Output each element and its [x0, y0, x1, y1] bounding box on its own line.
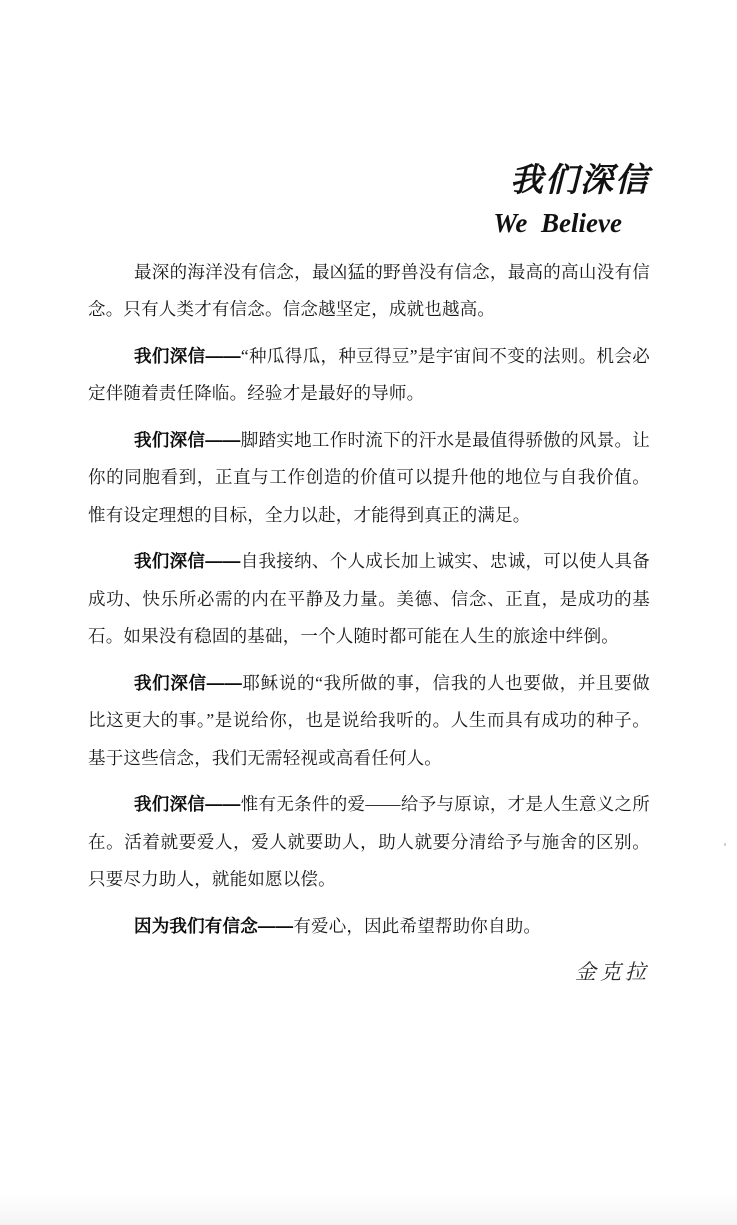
paragraph-lead: 我们深信—— — [134, 672, 243, 693]
paragraph-text: “种瓜得瓜，种豆得豆”是宇宙间不变的法则。机会必定伴随着责任降临。经验才是最好的导师。 — [88, 345, 650, 404]
paragraph-text: 最深的海洋没有信念，最凶猛的野兽没有信念，最高的高山没有信念。只有人类才有信念。信念越坚定，成就也越高。 — [88, 261, 650, 320]
paragraph-lead: 我们深信—— — [134, 429, 241, 450]
paragraph-lead: 我们深信—— — [134, 345, 241, 366]
page-title-chinese: 我们深信 — [510, 161, 650, 198]
paragraph-believe-4 — [88, 665, 650, 778]
paragraph-believe-5 — [88, 786, 650, 899]
paragraph-believe-2 — [88, 422, 650, 535]
paragraph-text: 自我接纳、个人成长加上诚实、忠诚，可以使人具备成功、快乐所必需的内在平静及力量。美德、信念、正直，是成功的基石。如果没有稳固的基础，一个人随时都可能在人生的旅途中绊倒。 — [88, 551, 650, 647]
title-block — [88, 160, 650, 239]
paragraph-believe-1 — [88, 338, 650, 413]
paragraph-text: 有爱心，因此希望帮助你自助。 — [293, 915, 542, 936]
paragraph-text: 耶稣说的“我所做的事，信我的人也要做，并且要做比这更大的事。”是说给你，也是说给我听的。人生而具有成功的种子。基于这些信念，我们无需轻视或高看任何人。 — [88, 672, 650, 768]
paragraph-text: 脚踏实地工作时流下的汗水是最值得骄傲的风景。让你的同胞看到，正直与工作创造的价值可以提升他的地位与自我价值。惟有设定理想的目标，全力以赴，才能得到真正的满足。 — [88, 429, 650, 525]
paragraph-closing — [88, 908, 650, 946]
book-page — [0, 160, 737, 1225]
paragraph-lead: 我们深信—— — [134, 551, 241, 572]
author-signature: 金克拉 — [575, 960, 650, 985]
scan-artifact-dot — [724, 843, 726, 846]
page-title-english: We Believe — [493, 207, 622, 238]
paragraph-lead: 我们深信—— — [134, 794, 241, 815]
paragraph-believe-3 — [88, 543, 650, 656]
body-text — [88, 254, 650, 946]
paragraph-text: 惟有无条件的爱——给予与原谅，才是人生意义之所在。活着就要爱人，爱人就要助人，助人就要分清给予与施舍的区别。只要尽力助人，就能如愿以偿。 — [88, 794, 650, 890]
paragraph-intro — [88, 254, 650, 329]
paragraph-lead: 因为我们有信念—— — [134, 915, 294, 936]
